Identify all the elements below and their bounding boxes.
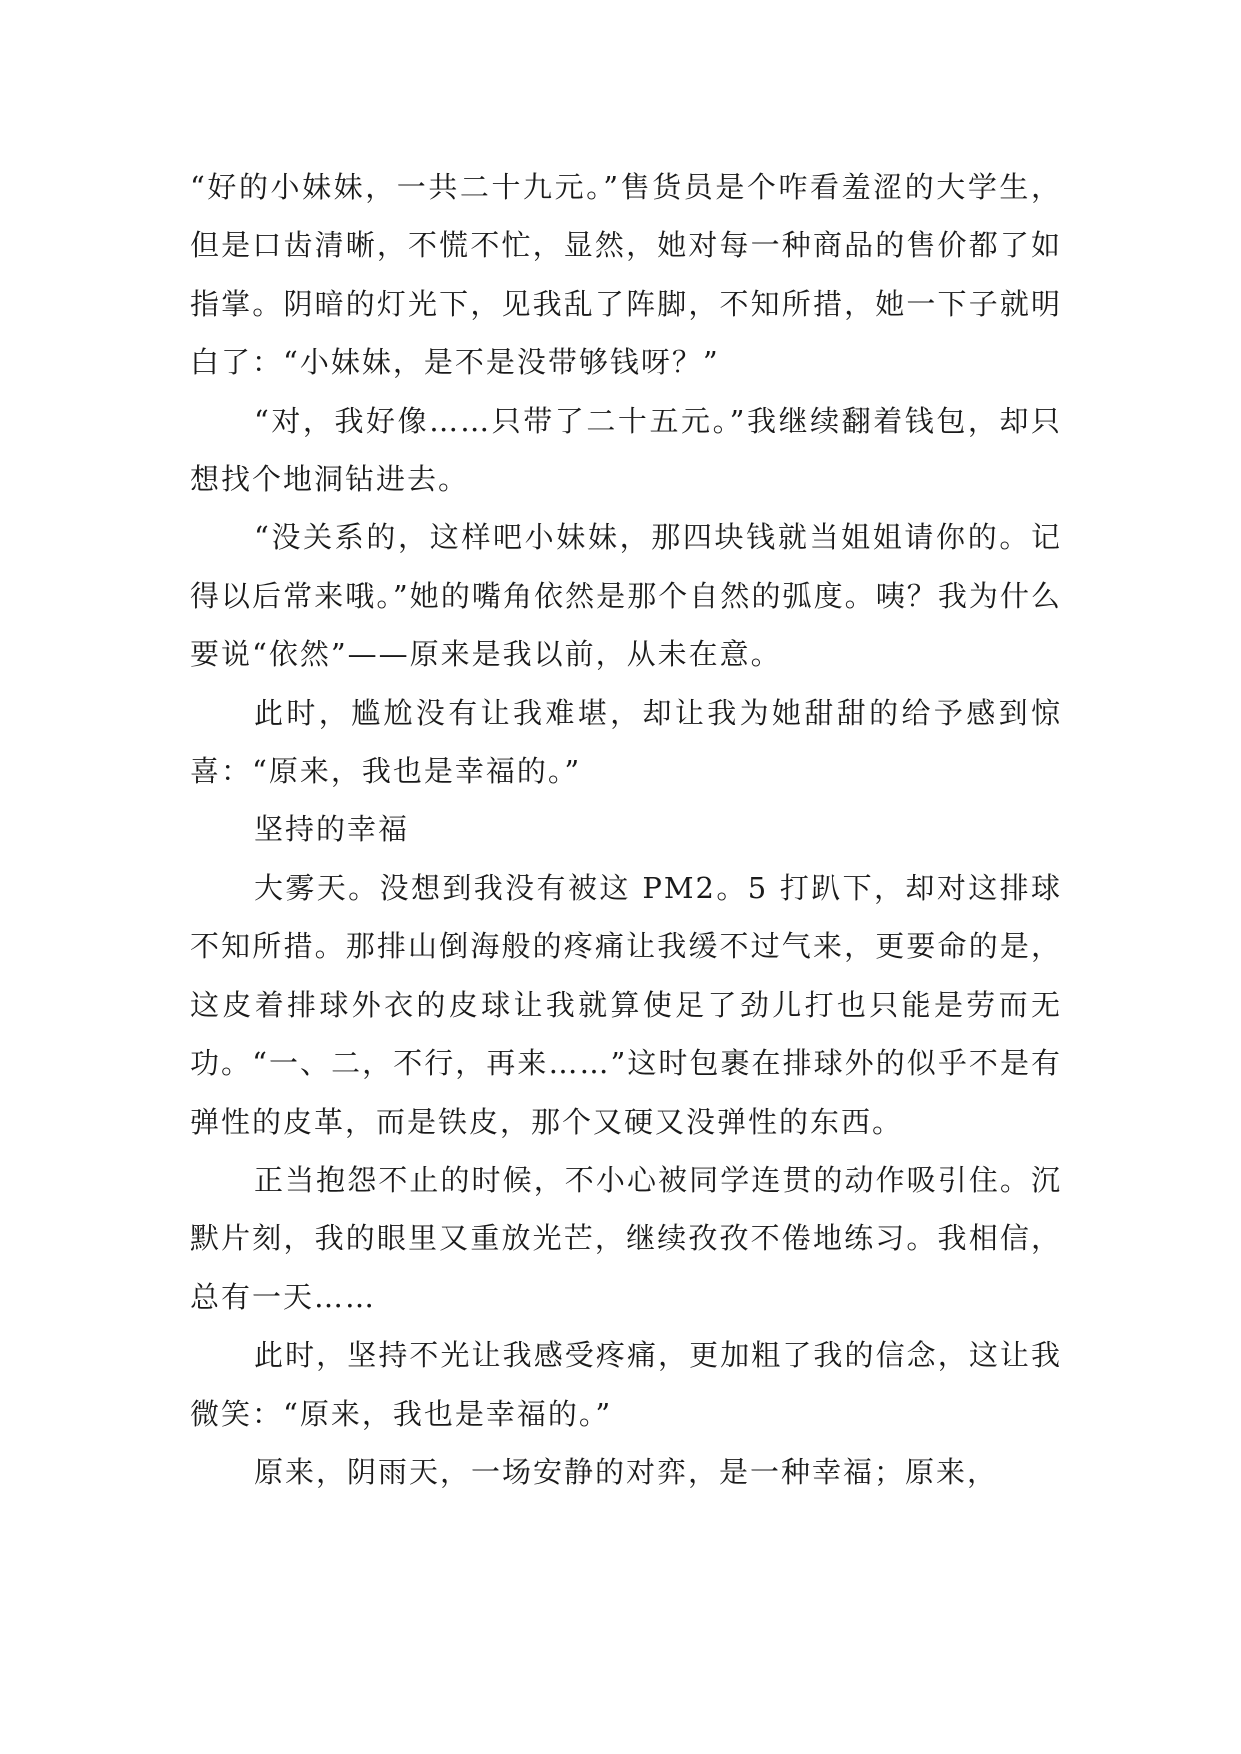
paragraph-4: 此时，尴尬没有让我难堪，却让我为她甜甜的给予感到惊喜：“原来，我也是幸福的。” xyxy=(190,695,1062,789)
paragraph-2: “对，我好像……只带了二十五元。”我继续翻着钱包，却只想找个地洞钻进去。 xyxy=(190,403,1062,497)
paragraph-6: 正当抱怨不止的时候，不小心被同学连贯的动作吸引住。沉默片刻，我的眼里又重放光芒，继续孜孜不倦地练习。我相信，总有一天…… xyxy=(190,1162,1062,1314)
paragraph-5: 大雾天。没想到我没有被这 PM2。5 打趴下，却对这排球不知所措。那排山倒海般的疼痛让我缓不过气来，更要命的是，这皮着排球外衣的皮球让我就算使足了劲儿打也只能是劳而无功。“一、二，不行，再来……”这时包裹在排球外的似乎不是有弹性的皮革，而是铁皮，那个又硬又没弹性的东西。 xyxy=(190,870,1062,1139)
document-page xyxy=(190,158,1062,1501)
section-heading: 坚持的幸福 xyxy=(254,812,410,847)
paragraph-7: 此时，坚持不光让我感受疼痛，更加粗了我的信念，这让我微笑：“原来，我也是幸福的。” xyxy=(190,1338,1062,1431)
paragraph-3: “没关系的，这样吧小妹妹，那四块钱就当姐姐请你的。记得以后常来哦。”她的嘴角依然是那个自然的弧度。咦？我为什么要说“依然”——原来是我以前，从未在意。 xyxy=(190,520,1062,672)
paragraph-1: “好的小妹妹，一共二十九元。”售货员是个咋看羞涩的大学生，但是口齿清晰，不慌不忙，显然，她对每一种商品的售价都了如指掌。阴暗的灯光下，见我乱了阵脚，不知所措，她一下子就明白了：“小妹妹，是不是没带够钱呀？” xyxy=(190,170,1062,380)
paragraph-8: 原来，阴雨天，一场安静的对弈，是一种幸福；原来， xyxy=(254,1454,999,1489)
